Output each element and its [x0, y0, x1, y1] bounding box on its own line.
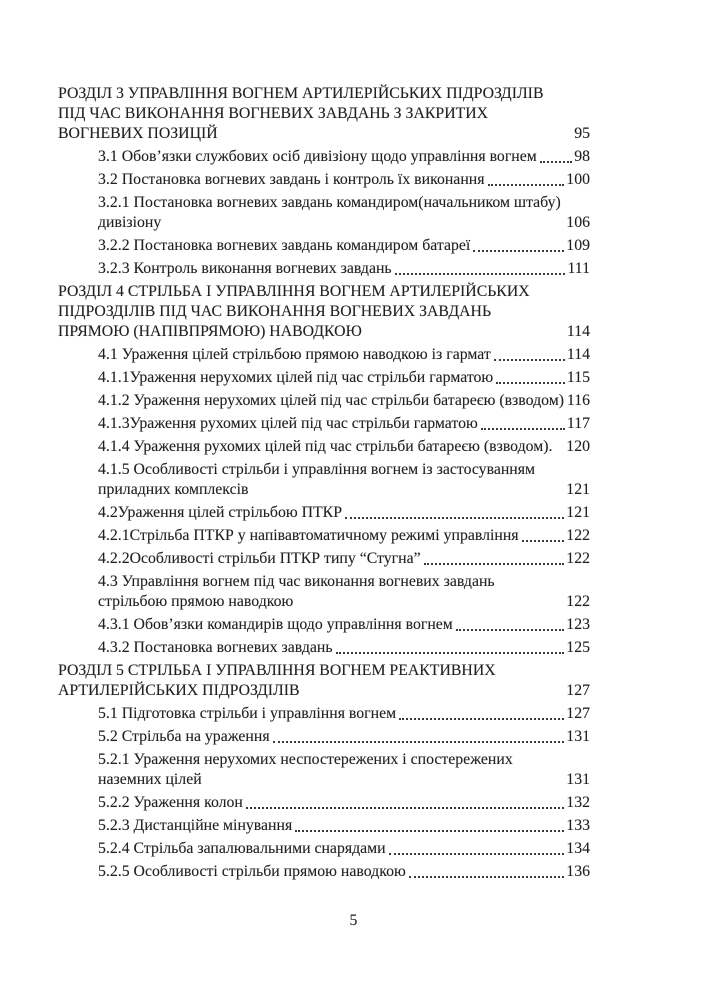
- toc-entry-section: [98, 727, 590, 747]
- toc-page-number: 122: [566, 550, 590, 567]
- toc-entry-chapter: [58, 84, 590, 144]
- toc-leader-dots: [540, 161, 572, 163]
- toc-entry-text: 3.2.1 Постановка вогневих завдань командиром(начальником штабу) дивізіону: [98, 194, 561, 231]
- toc-page-number: 134: [566, 840, 590, 857]
- toc-page-number: 120: [566, 438, 590, 455]
- toc-page-number: 136: [566, 863, 590, 880]
- toc-entry-text: 4.1.2 Ураження нерухомих цілей під час стрільби батареєю (взводом): [98, 392, 564, 409]
- toc-leader-dots: [481, 428, 565, 430]
- toc-entry-text: 5.2.1 Ураження нерухомих неспостережених і спостережених наземних цілей: [98, 751, 513, 788]
- toc-leader-dots: [456, 629, 565, 631]
- toc-entry-section: [98, 414, 590, 434]
- toc-entry-section: [98, 236, 590, 256]
- toc-entry-text: 4.3.1 Обов’язки командирів щодо управління вогнем: [98, 616, 453, 633]
- toc-leader-dots: [496, 382, 565, 384]
- toc-page-number: 125: [566, 639, 590, 656]
- toc-entry-section: [98, 147, 590, 167]
- toc-page-number: 127: [566, 705, 590, 722]
- toc-page-number: 98: [574, 148, 590, 165]
- toc-leader-dots: [389, 853, 565, 855]
- toc-leader-dots: [488, 184, 565, 186]
- toc-entry-text: 4.2.2Особливості стрільби ПТКР типу “Стугна”: [98, 550, 421, 567]
- toc-entry-section: [98, 615, 590, 635]
- toc-entry-text: 4.1.1Ураження нерухомих цілей під час стрільби гарматою: [98, 369, 494, 386]
- toc-entry-text: 5.2.5 Особливості стрільби прямою наводкою: [98, 863, 406, 880]
- toc-entry-text: 3.1 Обов’язки службових осіб дивізіону щодо управління вогнем: [98, 148, 537, 165]
- toc-leader-dots: [246, 807, 564, 809]
- toc-entry-text: 5.1 Підготовка стрільби і управління вогнем: [98, 705, 397, 722]
- toc-page-number: 122: [566, 527, 590, 544]
- toc-entry-section: [98, 572, 590, 612]
- toc-entry-section: [98, 503, 590, 523]
- toc-page-number: 109: [566, 237, 590, 254]
- toc-page-number: 95: [574, 125, 590, 142]
- page-number: 5: [349, 912, 358, 929]
- toc-entry-text: 4.1.4 Ураження рухомих цілей під час стрільби батареєю (взводом).: [98, 438, 553, 455]
- toc-entry-chapter: [58, 282, 590, 342]
- toc-entry-text: 4.2Ураження цілей стрільбою ПТКР: [98, 504, 342, 521]
- toc-page-number: 111: [567, 260, 590, 277]
- toc-entry-text: 4.3.2 Постановка вогневих завдань: [98, 639, 333, 656]
- toc-page-number: 133: [566, 817, 590, 834]
- toc-entry-text: 5.2.4 Стрільба запалювальними снарядами: [98, 840, 386, 857]
- toc-leader-dots: [345, 517, 564, 519]
- toc-leader-dots: [273, 741, 565, 743]
- toc-entry-text: 5.2 Стрільба на ураження: [98, 728, 270, 745]
- toc-entry-section: [98, 862, 590, 882]
- toc-entry-section: [98, 259, 590, 279]
- toc-entry-text: 3.2.3 Контроль виконання вогневих завдань: [98, 260, 392, 277]
- toc-page-number: 121: [566, 481, 590, 498]
- toc-leader-dots: [399, 718, 564, 720]
- toc-page-number: 127: [566, 682, 590, 699]
- toc-entry-section: [98, 526, 590, 546]
- toc-page-number: 131: [566, 771, 590, 788]
- toc-leader-dots: [494, 359, 565, 361]
- toc-entry-chapter: [58, 661, 590, 701]
- toc-entry-section: [98, 793, 590, 813]
- toc-page-number: 121: [566, 504, 590, 521]
- toc-entry-text: РОЗДІЛ 5 СТРІЛЬБА І УПРАВЛІННЯ ВОГНЕМ РЕАКТИВНИХ АРТИЛЕРІЙСЬКИХ ПІДРОЗДІЛІВ: [58, 662, 496, 699]
- toc-entry-text: 4.2.1Стрільба ПТКР у напівавтоматичному режимі управління: [98, 527, 519, 544]
- toc-entry-text: 3.2.2 Постановка вогневих завдань командиром батареї: [98, 237, 471, 254]
- toc-entry-section: [98, 816, 590, 836]
- toc-page-number: 114: [566, 346, 590, 363]
- toc-leader-dots: [409, 876, 565, 878]
- toc-entry-section: [98, 170, 590, 190]
- toc-page-number: 116: [566, 392, 590, 409]
- toc-entry-text: РОЗДІЛ 4 СТРІЛЬБА І УПРАВЛІННЯ ВОГНЕМ АРТИЛЕРІЙСЬКИХ ПІДРОЗДІЛІВ ПІД ЧАС ВИКОНАННЯ ВОГНЕВИХ ЗАВДАНЬ ПРЯМОЮ (НАПІВПРЯМОЮ) НАВОДКОЮ: [58, 283, 530, 340]
- toc-entry-section: [98, 368, 590, 388]
- toc-entry-text: РОЗДІЛ 3 УПРАВЛІННЯ ВОГНЕМ АРТИЛЕРІЙСЬКИХ ПІДРОЗДІЛІВ ПІД ЧАС ВИКОНАННЯ ВОГНЕВИХ ЗАВДАНЬ З ЗАКРИТИХ ВОГНЕВИХ ПОЗИЦІЙ: [58, 85, 544, 142]
- toc-page-number: 100: [566, 171, 590, 188]
- toc-entry-text: 4.1.3Ураження рухомих цілей під час стрільби гарматою: [98, 415, 478, 432]
- toc-page-number: 132: [566, 794, 590, 811]
- toc-leader-dots: [395, 273, 566, 275]
- toc-page-number: 122: [566, 593, 590, 610]
- toc-entry-text: 4.1 Ураження цілей стрільбою прямою наводкою із гармат: [98, 346, 491, 363]
- toc-page-number: 131: [566, 728, 590, 745]
- toc-entry-section: [98, 345, 590, 365]
- toc-entry-text: 4.3 Управління вогнем під час виконання вогневих завдань стрільбою прямою наводкою: [98, 573, 495, 610]
- toc-entry-text: 4.1.5 Особливості стрільби і управління вогнем із застосуванням приладних комплексів: [98, 461, 536, 498]
- toc-entry-section: [98, 750, 590, 790]
- toc-page-number: 123: [566, 616, 590, 633]
- toc-entry-section: [98, 549, 590, 569]
- toc-leader-dots: [336, 652, 565, 654]
- toc-entry-text: 3.2 Постановка вогневих завдань і контроль їх виконання: [98, 171, 485, 188]
- toc-page-number: 117: [566, 415, 590, 432]
- page-footer: [0, 912, 707, 930]
- toc-entry-section: [98, 193, 590, 233]
- toc-entry-section: [98, 437, 590, 457]
- toc-entry-section: [98, 638, 590, 658]
- toc-page-number: 114: [566, 323, 590, 340]
- toc-entry-section: [98, 460, 590, 500]
- toc-leader-dots: [424, 563, 565, 565]
- toc-entry-section: [98, 704, 590, 724]
- toc-leader-dots: [522, 540, 565, 542]
- toc-leader-dots: [295, 830, 564, 832]
- toc-leader-dots: [473, 250, 564, 252]
- toc-entry-section: [98, 839, 590, 859]
- toc-entry-section: [98, 391, 590, 411]
- toc-entry-text: 5.2.2 Ураження колон: [98, 794, 243, 811]
- table-of-contents: [58, 84, 590, 885]
- toc-page-number: 115: [566, 369, 590, 386]
- toc-entry-text: 5.2.3 Дистанційне мінування: [98, 817, 293, 834]
- toc-page-number: 106: [566, 214, 590, 231]
